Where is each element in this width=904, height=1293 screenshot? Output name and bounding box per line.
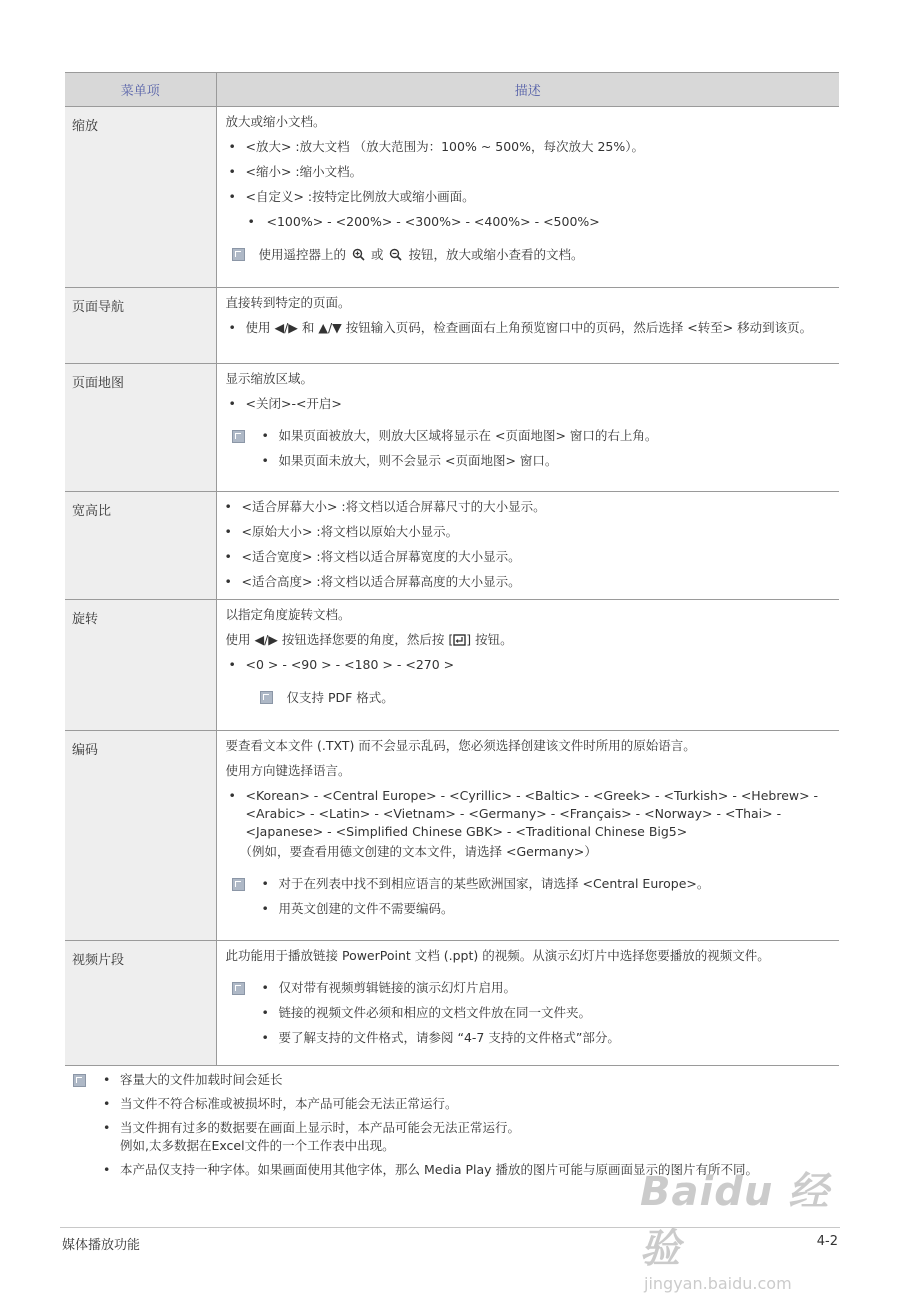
zoom-sub-bullet: • <100%> - <200%> - <300%> - <400%> - <500%> bbox=[226, 213, 832, 231]
table-header-row bbox=[65, 73, 839, 107]
footer-divider bbox=[60, 1227, 840, 1228]
rotate-line-2-post: ] 按钮。 bbox=[466, 632, 513, 647]
zoom-bullet-3: • <自定义> :按特定比例放大或缩小画面。 bbox=[226, 188, 832, 206]
watermark-logo-text: Baidu 经验 bbox=[640, 1169, 830, 1272]
encoding-note-1: • 对于在列表中找不到相应语言的某些欧洲国家，请选择 <Central Europe>。 bbox=[259, 875, 832, 893]
aspect-bullet-1: • <适合屏幕大小> :将文档以适合屏幕尺寸的大小显示。 bbox=[222, 498, 832, 516]
menu-table bbox=[65, 72, 839, 1066]
page-map-note-1: • 如果页面被放大，则放大区域将显示在 <页面地图> 窗口的右上角。 bbox=[259, 427, 832, 445]
zoom-note bbox=[226, 245, 832, 263]
rotate-line-2 bbox=[226, 631, 832, 649]
note-icon bbox=[260, 691, 273, 704]
row-page-nav bbox=[65, 288, 839, 364]
aspect-bullet-2: • <原始大小> :将文档以原始大小显示。 bbox=[222, 523, 832, 541]
row-label-aspect: 宽高比 bbox=[65, 492, 216, 600]
video-note bbox=[226, 979, 832, 1047]
note-icon bbox=[232, 878, 245, 891]
zoom-intro: 放大或缩小文档。 bbox=[225, 114, 326, 129]
row-zoom bbox=[65, 107, 839, 288]
row-page-map bbox=[65, 364, 839, 492]
row-label-video: 视频片段 bbox=[65, 941, 216, 1066]
footnote-3-line-2: 例如,太多数据在Excel文件的一个工作表中出现。 bbox=[120, 1138, 395, 1153]
encoding-intro: 要查看文本文件 (.TXT) 而不会显示乱码，您必须选择创建该文件时所用的原始语言。 bbox=[225, 738, 696, 753]
rotate-line-2-pre: 使用 ◀/▶ 按钮选择您要的角度，然后按 [ bbox=[225, 632, 454, 647]
footnote-1: • 容量大的文件加载时间会延长 bbox=[100, 1071, 841, 1089]
row-desc-video bbox=[216, 941, 839, 1066]
footnote-3 bbox=[100, 1119, 841, 1155]
rotate-bullet-1: • <0 > - <90 > - <180 > - <270 > bbox=[226, 656, 832, 674]
video-note-2: • 链接的视频文件必须和相应的文档文件放在同一文件夹。 bbox=[259, 1004, 832, 1022]
footer-page-number: 4-2 bbox=[816, 1234, 838, 1249]
zoom-in-icon bbox=[352, 248, 365, 261]
encoding-intro-2: 使用方向键选择语言。 bbox=[225, 763, 351, 778]
rotate-note bbox=[254, 688, 832, 706]
page-map-bullet-1: • <关闭>-<开启> bbox=[226, 395, 832, 413]
header-description: 描述 bbox=[216, 73, 839, 107]
row-label-rotate: 旋转 bbox=[65, 600, 216, 731]
encoding-bullet-1: • <Korean> - <Central Europe> - <Cyrillic> - <Baltic> - <Greek> - <Turkish> - <Hebrew> - <Arabic> - <Latin> - <Vietnam> - <Germany> - <Français> - <Norway> - <Thai> - <Japanese> - <Simplified Chinese GBK> - <Traditional Chinese Big5> bbox=[226, 787, 832, 841]
zoom-out-icon bbox=[389, 248, 402, 261]
footer-section-title: 媒体播放功能 bbox=[62, 1238, 141, 1253]
note-icon bbox=[232, 430, 245, 443]
watermark-url: jingyan.baidu.com bbox=[644, 1274, 792, 1293]
zoom-note-pre: 使用遥控器上的 bbox=[258, 247, 347, 262]
row-label-zoom: 缩放 bbox=[65, 107, 216, 288]
video-intro: 此功能用于播放链接 PowerPoint 文档 (.ppt) 的视频。从演示幻灯片中选择您要播放的视频文件。 bbox=[225, 948, 770, 963]
note-icon bbox=[232, 982, 245, 995]
row-desc-encoding bbox=[216, 731, 839, 941]
footnote-3-line-1: • 当文件拥有过多的数据要在画面上显示时，本产品可能会无法正常运行。 bbox=[120, 1120, 521, 1135]
page-nav-intro: 直接转到特定的页面。 bbox=[225, 295, 351, 310]
row-desc-zoom bbox=[216, 107, 839, 288]
rotate-intro: 以指定角度旋转文档。 bbox=[225, 607, 351, 622]
row-desc-rotate bbox=[216, 600, 839, 731]
zoom-bullet-2: • <缩小> :缩小文档。 bbox=[226, 163, 832, 181]
aspect-bullet-3: • <适合宽度> :将文档以适合屏幕宽度的大小显示。 bbox=[222, 548, 832, 566]
row-label-page-nav: 页面导航 bbox=[65, 288, 216, 364]
video-note-1: • 仅对带有视频剪辑链接的演示幻灯片启用。 bbox=[259, 979, 832, 997]
encoding-example: （例如，要查看用德文创建的文本文件，请选择 <Germany>） bbox=[239, 844, 597, 859]
row-rotate bbox=[65, 600, 839, 731]
page-map-note bbox=[226, 427, 832, 470]
encoding-note bbox=[226, 875, 832, 918]
zoom-note-post: 按钮，放大或缩小查看的文档。 bbox=[408, 247, 584, 262]
zoom-note-mid: 或 bbox=[370, 247, 384, 262]
page-map-note-2: • 如果页面未放大，则不会显示 <页面地图> 窗口。 bbox=[259, 452, 832, 470]
row-aspect bbox=[65, 492, 839, 600]
row-desc-page-map bbox=[216, 364, 839, 492]
aspect-bullet-4: • <适合高度> :将文档以适合屏幕高度的大小显示。 bbox=[222, 573, 832, 591]
footnote-4: • 本产品仅支持一种字体。如果画面使用其他字体，那么 Media Play 播放的图片可能与原画面显示的图片有所不同。 bbox=[100, 1161, 841, 1179]
page-map-intro: 显示缩放区域。 bbox=[225, 371, 314, 386]
note-icon bbox=[232, 248, 245, 261]
zoom-bullet-1: • <放大> :放大文档 （放大范围为：100% ~ 500%，每次放大 25%）。 bbox=[226, 138, 832, 156]
page-nav-bullet-1: • 使用 ◀/▶ 和 ▲/▼ 按钮输入页码，检查画面右上角预览窗口中的页码，然后选择 <转至> 移动到该页。 bbox=[226, 319, 832, 337]
header-menu-item: 菜单项 bbox=[65, 73, 216, 107]
footnote-2: • 当文件不符合标准或被损坏时，本产品可能会无法正常运行。 bbox=[100, 1095, 841, 1113]
row-label-encoding: 编码 bbox=[65, 731, 216, 941]
enter-icon bbox=[453, 634, 466, 646]
video-note-3: • 要了解支持的文件格式，请参阅 “4-7 支持的文件格式”部分。 bbox=[259, 1029, 832, 1047]
note-icon bbox=[73, 1074, 86, 1087]
rotate-note-text: 仅支持 PDF 格式。 bbox=[286, 690, 394, 705]
row-desc-page-nav bbox=[216, 288, 839, 364]
row-encoding bbox=[65, 731, 839, 941]
row-video bbox=[65, 941, 839, 1066]
row-desc-aspect bbox=[216, 492, 839, 600]
row-label-page-map: 页面地图 bbox=[65, 364, 216, 492]
encoding-note-2: • 用英文创建的文件不需要编码。 bbox=[259, 900, 832, 918]
